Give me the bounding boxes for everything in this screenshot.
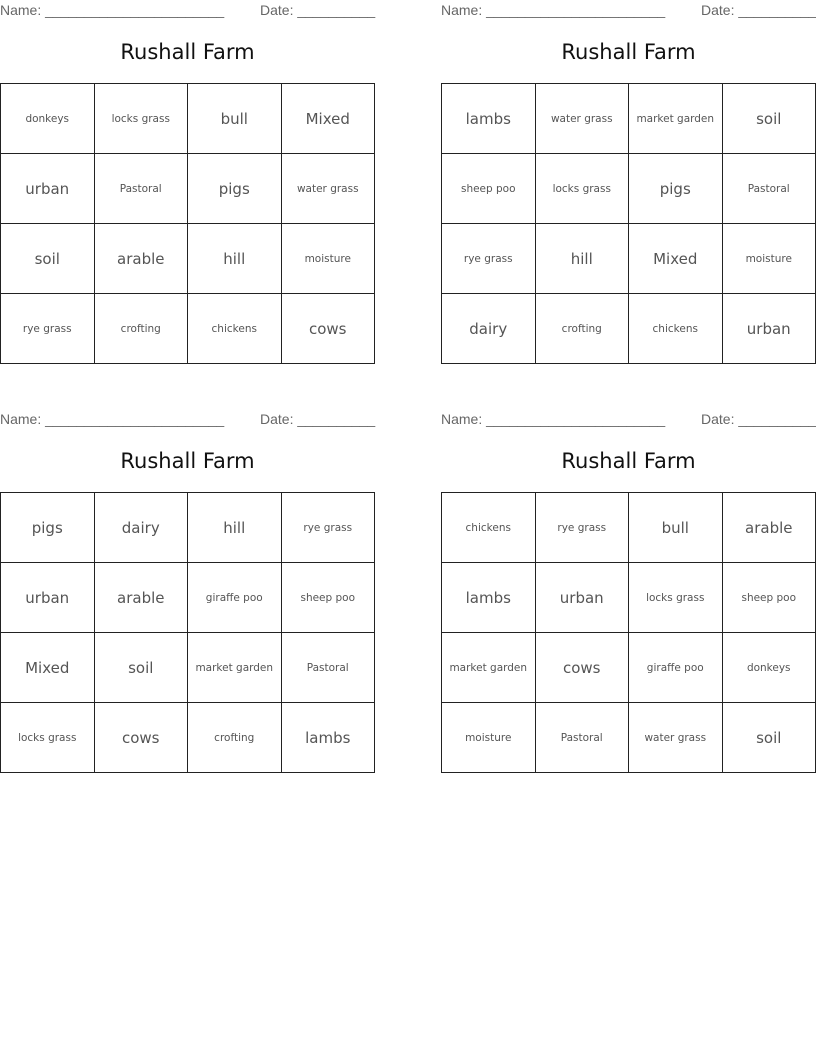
grid-row [1,633,375,703]
grid-cell: sheep poo [281,563,375,633]
grid-cell: pigs [629,154,723,224]
grid-cell: urban [535,563,629,633]
grid-cell: cows [535,633,629,703]
bingo-card-4 [441,409,816,773]
grid-cell: soil [1,224,95,294]
name-field-label: Name: _______________________ [0,2,225,18]
card-title: Rushall Farm [120,449,255,473]
grid-cell: giraffe poo [188,563,282,633]
date-field-label: Date: __________ [260,2,376,18]
bingo-card-3 [0,409,375,773]
grid-cell: rye grass [1,294,95,364]
grid-cell: locks grass [629,563,723,633]
grid-row [1,84,375,154]
date-field-label: Date: __________ [701,411,816,427]
name-date-row [0,0,375,22]
grid-cell: hill [535,224,629,294]
grid-cell: donkeys [1,84,95,154]
grid-cell: cows [281,294,375,364]
grid-row [1,563,375,633]
name-date-row [0,409,375,431]
bingo-card-2 [441,0,816,364]
grid-cell: water grass [281,154,375,224]
grid-cell: soil [94,633,188,703]
name-field-label: Name: _______________________ [0,411,225,427]
grid-row [442,84,816,154]
grid-cell: rye grass [281,493,375,563]
grid-cell: Pastoral [94,154,188,224]
grid-cell: Mixed [629,224,723,294]
grid-cell: locks grass [535,154,629,224]
date-field-label: Date: __________ [701,2,816,18]
grid-cell: crofting [188,703,282,773]
grid-cell: hill [188,493,282,563]
grid-cell: locks grass [94,84,188,154]
bingo-grid [0,83,375,364]
grid-cell: crofting [94,294,188,364]
card-title: Rushall Farm [120,40,255,64]
name-field-label: Name: _______________________ [441,411,666,427]
grid-row [442,703,816,773]
grid-row [1,493,375,563]
grid-cell: lambs [442,84,536,154]
grid-cell: cows [94,703,188,773]
grid-row [442,154,816,224]
grid-cell: Mixed [281,84,375,154]
grid-cell: locks grass [1,703,95,773]
grid-row [1,224,375,294]
grid-cell: market garden [442,633,536,703]
grid-row [442,493,816,563]
grid-cell: giraffe poo [629,633,723,703]
bingo-card-1 [0,0,375,364]
grid-cell: market garden [629,84,723,154]
grid-cell: Pastoral [535,703,629,773]
bingo-grid [0,492,375,773]
grid-cell: urban [1,154,95,224]
grid-cell: chickens [188,294,282,364]
grid-cell: chickens [629,294,723,364]
grid-cell: bull [188,84,282,154]
name-date-row [441,409,816,431]
grid-cell: Pastoral [722,154,816,224]
grid-cell: urban [1,563,95,633]
grid-cell: donkeys [722,633,816,703]
grid-cell: dairy [442,294,536,364]
grid-cell: bull [629,493,723,563]
bingo-grid [441,492,816,773]
grid-cell: pigs [1,493,95,563]
grid-cell: arable [94,224,188,294]
grid-cell: Pastoral [281,633,375,703]
grid-row [1,154,375,224]
grid-cell: moisture [281,224,375,294]
card-title: Rushall Farm [561,449,696,473]
grid-cell: arable [94,563,188,633]
grid-cell: chickens [442,493,536,563]
name-date-row [441,0,816,22]
grid-cell: sheep poo [442,154,536,224]
grid-row [442,224,816,294]
grid-cell: hill [188,224,282,294]
grid-row [442,294,816,364]
grid-cell: Mixed [1,633,95,703]
grid-cell: rye grass [442,224,536,294]
grid-cell: soil [722,84,816,154]
grid-cell: water grass [629,703,723,773]
grid-cell: lambs [442,563,536,633]
grid-cell: crofting [535,294,629,364]
grid-cell: dairy [94,493,188,563]
grid-cell: arable [722,493,816,563]
date-field-label: Date: __________ [260,411,376,427]
grid-cell: moisture [722,224,816,294]
grid-cell: urban [722,294,816,364]
grid-cell: moisture [442,703,536,773]
grid-cell: pigs [188,154,282,224]
grid-row [442,563,816,633]
grid-cell: sheep poo [722,563,816,633]
grid-row [1,703,375,773]
grid-row [442,633,816,703]
grid-cell: lambs [281,703,375,773]
grid-cell: market garden [188,633,282,703]
grid-row [1,294,375,364]
bingo-grid [441,83,816,364]
name-field-label: Name: _______________________ [441,2,666,18]
card-title: Rushall Farm [561,40,696,64]
grid-cell: rye grass [535,493,629,563]
grid-cell: water grass [535,84,629,154]
grid-cell: soil [722,703,816,773]
